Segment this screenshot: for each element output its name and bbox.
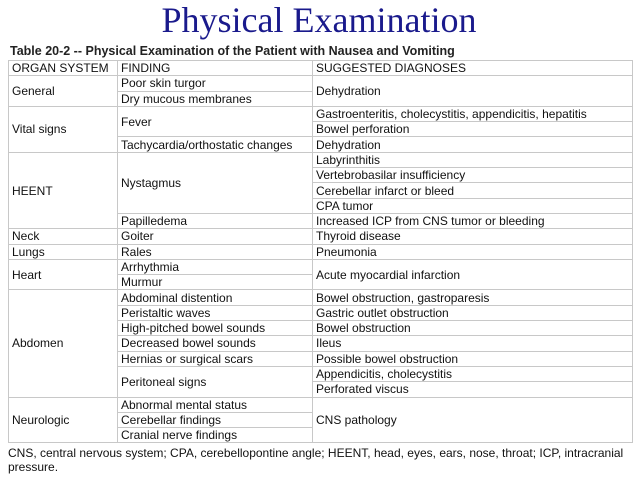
table-body bbox=[9, 76, 633, 443]
organ-system-cell: Vital signs bbox=[9, 106, 118, 152]
finding-cell: Papilledema bbox=[118, 213, 313, 228]
finding-cell: Abnormal mental status bbox=[118, 397, 313, 412]
header-organ-system: ORGAN SYSTEM bbox=[9, 61, 118, 76]
diagnosis-cell: Perforated viscus bbox=[313, 382, 633, 397]
diagnosis-cell: Increased ICP from CNS tumor or bleeding bbox=[313, 213, 633, 228]
diagnosis-cell: Gastroenteritis, cholecystitis, appendicitis, hepatitis bbox=[313, 106, 633, 121]
finding-cell: Tachycardia/orthostatic changes bbox=[118, 137, 313, 152]
finding-cell: Hernias or surgical scars bbox=[118, 351, 313, 366]
diagnosis-cell: Thyroid disease bbox=[313, 229, 633, 244]
diagnosis-cell: Dehydration bbox=[313, 76, 633, 107]
diagnosis-cell: Vertebrobasilar insufficiency bbox=[313, 168, 633, 183]
table-row bbox=[9, 76, 633, 91]
slide-title: Physical Examination bbox=[161, 0, 477, 40]
table-row bbox=[9, 397, 633, 412]
finding-cell: Rales bbox=[118, 244, 313, 259]
diagnosis-cell: Bowel obstruction bbox=[313, 321, 633, 336]
organ-system-cell: Heart bbox=[9, 259, 118, 290]
finding-cell: Decreased bowel sounds bbox=[118, 336, 313, 351]
finding-cell: Dry mucous membranes bbox=[118, 91, 313, 106]
diagnosis-cell: CPA tumor bbox=[313, 198, 633, 213]
diagnosis-cell: Dehydration bbox=[313, 137, 633, 152]
diagnosis-cell: Appendicitis, cholecystitis bbox=[313, 366, 633, 381]
table-row bbox=[9, 259, 633, 274]
finding-cell: Peristaltic waves bbox=[118, 305, 313, 320]
finding-cell: Arrhythmia bbox=[118, 259, 313, 274]
diagnosis-cell: CNS pathology bbox=[313, 397, 633, 443]
diagnosis-cell: Labyrinthitis bbox=[313, 152, 633, 167]
finding-cell: Fever bbox=[118, 106, 313, 137]
header-suggested-diagnoses: SUGGESTED DIAGNOSES bbox=[313, 61, 633, 76]
organ-system-cell: Neck bbox=[9, 229, 118, 244]
table-row bbox=[9, 244, 633, 259]
finding-cell: Goiter bbox=[118, 229, 313, 244]
diagnosis-cell: Cerebellar infarct or bleed bbox=[313, 183, 633, 198]
finding-cell: High-pitched bowel sounds bbox=[118, 321, 313, 336]
findings-table bbox=[8, 60, 633, 443]
finding-cell: Cranial nerve findings bbox=[118, 428, 313, 443]
diagnosis-cell: Bowel obstruction, gastroparesis bbox=[313, 290, 633, 305]
diagnosis-cell: Ileus bbox=[313, 336, 633, 351]
header-finding: FINDING bbox=[118, 61, 313, 76]
table-caption: Table 20-2 -- Physical Examination of the Patient with Nausea and Vomiting bbox=[10, 44, 455, 58]
finding-cell: Cerebellar findings bbox=[118, 412, 313, 427]
table-row bbox=[9, 290, 633, 305]
diagnosis-cell: Gastric outlet obstruction bbox=[313, 305, 633, 320]
table-row bbox=[9, 152, 633, 167]
organ-system-cell: Lungs bbox=[9, 244, 118, 259]
organ-system-cell: Abdomen bbox=[9, 290, 118, 397]
diagnosis-cell: Pneumonia bbox=[313, 244, 633, 259]
finding-cell: Nystagmus bbox=[118, 152, 313, 213]
finding-cell: Abdominal distention bbox=[118, 290, 313, 305]
diagnosis-cell: Bowel perforation bbox=[313, 122, 633, 137]
organ-system-cell: General bbox=[9, 76, 118, 107]
table-row bbox=[9, 106, 633, 121]
organ-system-cell: Neurologic bbox=[9, 397, 118, 443]
table-header-row bbox=[9, 61, 633, 76]
finding-cell: Murmur bbox=[118, 275, 313, 290]
diagnosis-cell: Acute myocardial infarction bbox=[313, 259, 633, 290]
finding-cell: Peritoneal signs bbox=[118, 366, 313, 397]
table-row bbox=[9, 229, 633, 244]
diagnosis-cell: Possible bowel obstruction bbox=[313, 351, 633, 366]
footnote: CNS, central nervous system; CPA, cerebellopontine angle; HEENT, head, eyes, ears, nose, throat; ICP, intracranial pressure. bbox=[8, 446, 624, 474]
organ-system-cell: HEENT bbox=[9, 152, 118, 228]
finding-cell: Poor skin turgor bbox=[118, 76, 313, 91]
